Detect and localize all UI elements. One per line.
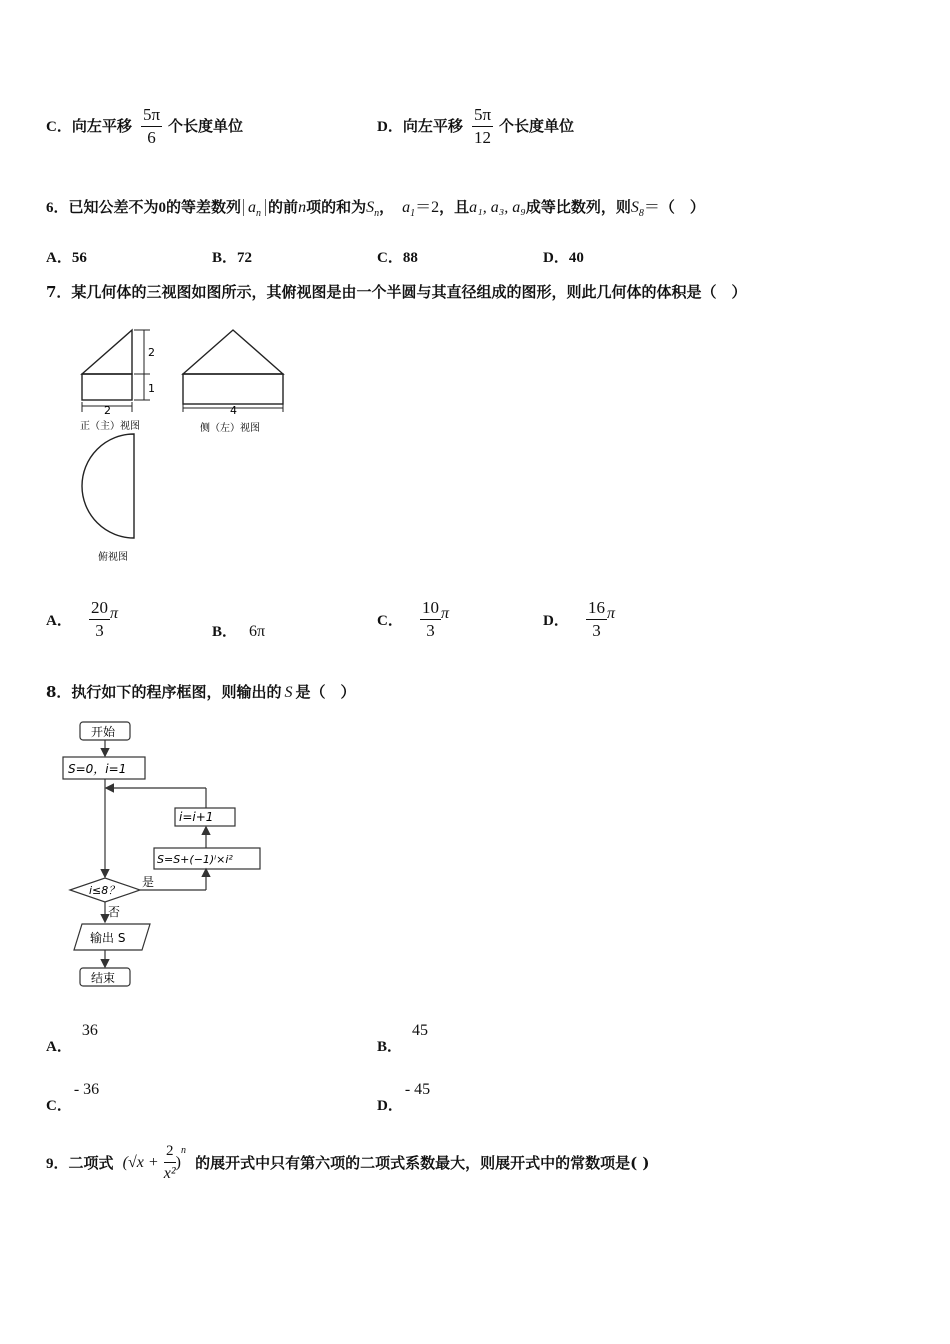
q8-option-c: C．- 36 bbox=[46, 1081, 100, 1114]
q6-option-b: B．72 bbox=[212, 250, 253, 266]
dim-4-horizontal: 4 bbox=[230, 404, 237, 417]
dim-2-vertical: 2 bbox=[148, 346, 155, 359]
q7-option-d: D． $\frac{16}{3}$ π bbox=[543, 598, 615, 640]
top-view-caption: 俯视图 bbox=[98, 552, 128, 563]
q5-option-c: C．向左平移 $\frac{5\pi}{6}$ 个长度单位 bbox=[46, 105, 244, 147]
side-view-triangle bbox=[183, 330, 283, 374]
q6-option-d: D．40 bbox=[543, 250, 584, 266]
side-view-caption: 侧（左）视图 bbox=[200, 423, 260, 434]
front-view-rect bbox=[82, 374, 132, 400]
q8-option-b: B．45 bbox=[377, 1022, 429, 1055]
dim-1-vertical: 1 bbox=[148, 382, 155, 395]
q7-option-a: A． $\frac{20}{3}$ π bbox=[46, 598, 118, 640]
q9-stem: 9．二项式 (√x + $\frac{2}{\text{x²}}$ )$^n$ 的展开式中只有第六项的二项式系数最大，则展开式中的常数项是( ) bbox=[46, 1140, 649, 1185]
flow-init-label: S=0，i=1 bbox=[68, 762, 127, 776]
front-view-triangle bbox=[82, 330, 132, 374]
front-view-caption: 正（主）视图 bbox=[80, 421, 140, 432]
flow-yes-label: 是 bbox=[142, 875, 155, 889]
top-view-semicircle bbox=[82, 434, 134, 538]
side-view-rect bbox=[183, 374, 283, 404]
q5-option-d: D．向左平移 $\frac{5\pi}{12}$ 个长度单位 bbox=[377, 105, 575, 147]
flow-no-label: 否 bbox=[108, 905, 121, 919]
q6-stem: 6．已知公差不为0的等差数列 $a_n$ 的前n项的和为$S_n$， $a_1=2$，且a₁, a₃, a₉成等比数列，则$S_8=$（ ） bbox=[46, 198, 705, 220]
flow-start-label: 开始 bbox=[91, 725, 116, 739]
flow-end-label: 结束 bbox=[91, 971, 116, 985]
dim-2-horizontal: 2 bbox=[104, 404, 111, 417]
q9-binomial-expression: (√x + $\frac{2}{\text{x²}}$ )$^n$ bbox=[123, 1152, 191, 1171]
flow-incr-label: i=i+1 bbox=[179, 810, 214, 824]
q8-stem: 8．执行如下的程序框图，则输出的 S 是（ ） bbox=[46, 683, 356, 701]
q8-option-d: D．- 45 bbox=[377, 1081, 431, 1114]
q5-d-fraction: $\frac{5\pi}{12}$ bbox=[473, 105, 492, 147]
q8-option-a: A．36 bbox=[46, 1022, 98, 1055]
q5-c-fraction: $\frac{5\pi}{6}$ bbox=[142, 105, 161, 147]
q7-option-c: C． $\frac{10}{3}$ π bbox=[377, 598, 449, 640]
flow-condition-label: i≤8？ bbox=[89, 884, 120, 897]
q7-stem: 7．某几何体的三视图如图所示，其俯视图是由一个半圆与其直径组成的图形，则此几何体的体积是（ ） bbox=[46, 283, 747, 301]
q8-flowchart bbox=[60, 718, 280, 990]
flow-output-label: 输出 S bbox=[90, 931, 126, 945]
q6-option-c: C．88 bbox=[377, 250, 418, 266]
q7-option-b: B． 6π bbox=[212, 623, 266, 640]
q7-three-view-figure bbox=[70, 320, 290, 570]
q6-sequence: $a_n$ bbox=[243, 199, 266, 216]
q6-option-a: A．56 bbox=[46, 250, 87, 266]
flow-update-label: S=S+(−1)ⁱ×i² bbox=[157, 853, 233, 866]
